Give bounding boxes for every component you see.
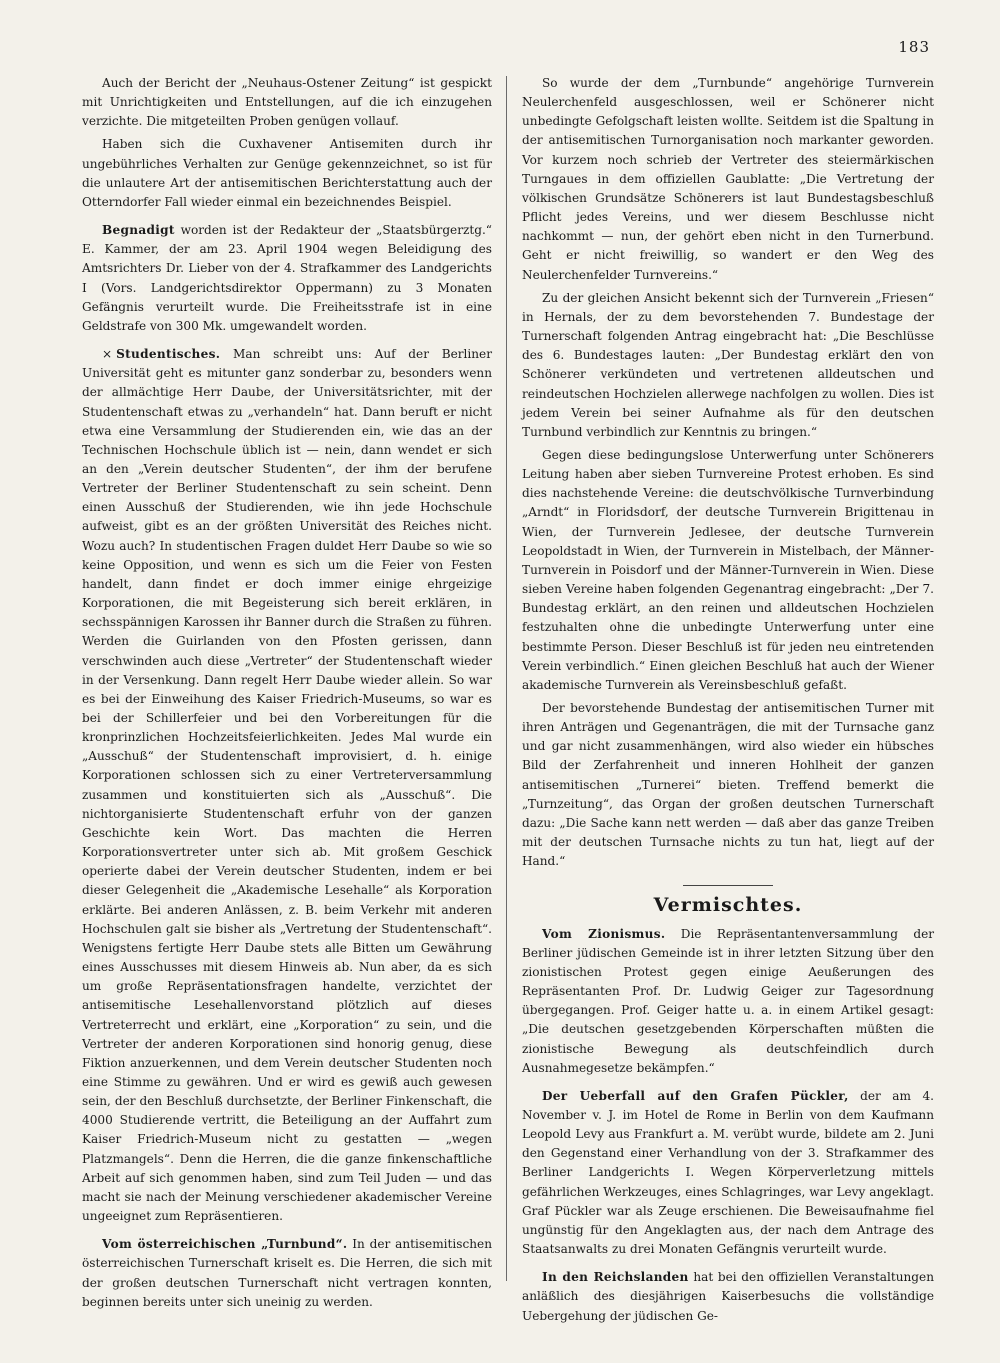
article-text: worden ist der Redakteur der „Staatsbürgerztg.“ E. Kammer, der am 23. April 1904 wegen Beleidigung des Amtsrichters Dr. Lieber von der 4. Strafkammer des Landgerichts I (Vors. Landgerichtsdirektor Oppermann) zu 3 Monaten Gefängnis verurteilt wurde. Die Freiheitsstrafe ist in eine Geldstrafe von 300 Mk. umgewandelt worden. (82, 223, 492, 333)
left-column (82, 74, 492, 1312)
section-title: Vermischtes. (653, 894, 803, 917)
article-headline: Studentisches. (116, 347, 221, 362)
article-section (82, 345, 492, 1226)
page-number: 183 (898, 38, 930, 56)
article-paragraph: Gegen diese bedingungslose Unterwerfung unter Schönerers Leitung haben aber sieben Turnvereine Protest erhoben. Es sind dies nachstehende Vereine: die deutschvölkische Turnverbindung „Arndt“ in Floridsdorf, der deutsche Turnverein Brigittenau in Wien, der Turnverein Jedlesee, der deutsche Turnverein Leopoldstadt in Wien, der Turnverein in Mistelbach, der Männer-Turnverein in Poisdorf und der Männer-Turnverein in Wien. Diese sieben Vereine haben folgenden Gegenantrag eingebracht: „Der 7. Bundestag erklärt, an den reinen und alldeutschen Hochzielen festzuhalten ohne die unbedingte Unterwerfung unter eine bestimmte Person. Dieser Beschluß ist für jeden neu eintretenden Verein verbindlich.“ Einen gleichen Beschluß hat auch der Wiener akademische Turnverein als Vereinsbeschluß gefaßt. (522, 447, 934, 692)
column-divider (506, 76, 507, 1281)
article-section (522, 1087, 934, 1259)
section-mark: × (102, 347, 113, 362)
article-paragraph: So wurde der dem „Turnbunde“ angehörige Turnverein Neulerchenfeld ausgeschlossen, weil er Schönerer nicht unbedingte Gefolgschaft leisten wollte. Seitdem ist die Spaltung in der antisemitischen Turnorganisation noch markanter geworden. Vor kurzem noch schrieb der Vertreter des steiermärkischen Turngaues in dem offiziellen Gaublatte: „Die Vertretung der völkischen Grundsätze Schönerers ist laut Bundestagsbeschluß Pflicht jedes Vereins, und wer diesem Beschlusse nicht nachkommt — nun, der gehört eben nicht in den Turnerbund. Geht er nicht freiwillig, so wandert er den Weg des Neulerchenfelder Turnvereins.“ (522, 76, 934, 282)
article-text: Die Repräsentantenversammlung der Berliner jüdischen Gemeinde ist in ihrer letzten Sitzung über den zionistischen Protest gegen einige Aeußerungen des Repräsentanten Prof. Dr. Ludwig Geiger zur Tagesordnung übergegangen. Prof. Geiger hatte u. a. in einem Artikel gesagt: „Die deutschen gesetzgebenden Körperschaften müßten die zionistische Bewegung als deutschfeindlich durch Ausnahmegesetze bekämpfen.“ (522, 926, 935, 1075)
section-rule (683, 885, 773, 886)
article-text: hat bei den offiziellen Veranstaltungen anläßlich des diesjährigen Kaiserbesuchs die vollständige Uebergehung der jüdischen Ge- (522, 1270, 934, 1323)
right-column (522, 74, 934, 1326)
article-headline: Begnadigt (102, 223, 175, 238)
article-text: In der antisemitischen österreichischen Turnerschaft kriselt es. Die Herren, die sich mit der großen deutschen Turnerschaft nicht vertragen konnten, beginnen bereits unter sich uneinig zu werden. (82, 1237, 492, 1309)
article-paragraph: Der bevorstehende Bundestag der antisemitischen Turner mit ihren Anträgen und Gegenanträgen, die mit der Turnsache ganz und gar nicht zusammenhängen, wird also wieder ein hübsches Bild der Zerfahrenheit und inneren Hohlheit der ganzen antisemitischen „Turnerei“ bieten. Treffend bemerkt die „Turnzeitung“, das Organ der großen deutschen Turnerschaft dazu: „Die Sache kann nett werden — daß aber das ganze Treiben mit der deutschen Turnsache nichts zu tun hat, liegt auf der Hand.“ (522, 701, 934, 869)
article-text: Man schreibt uns: Auf der Berliner Universität geht es mitunter ganz sonderbar zu, besonders wenn der allmächtige Herr Daube, der Universitätsrichter, mit der Studentenschaft etwas zu „verhandeln“ hat. Dann beruft er nicht etwa eine Versammlung der Studierenden ein, wie das an der Technischen Hochschule üblich ist — nein, dann wendet er sich an den „Verein deutscher Studenten“, der ihm der berufene Vertreter der Berliner Studentenschaft zu sein scheint. Denn einen Ausschuß der Studierenden, wie ihn jede Hochschule aufweist, gibt es an der größten Universität des Reiches nicht. Wozu auch? In studentischen Fragen duldet Herr Daube so wie so keine Opposition, und wenn es sich um die Feier von Festen handelt, dann findet er doch immer einige ehrgeizige Korporationen, die mit Begeisterung sich bereit erklären, in sechsspännigen Karossen ihr Banner durch die Straßen zu führen. Werden die Guirlanden von den Pfosten gerissen, dann verschwinden auch diese „Vertreter“ der Studentenschaft wieder in der Versenkung. Dann regelt Herr Daube wieder allein. So war es bei der Einweihung des Kaiser Friedrich-Museums, so war es bei der Schillerfeier und bei den Vorbereitungen für die kronprinzlichen Hochzeitsfeierlichkeiten. Jedes Mal wurde ein „Ausschuß“ der Studentenschaft improvisiert, d. h. einige Korporationen schlossen sich zu einer Vertreterversammlung zusammen und konstituierten sich als „Ausschuß“. Die nichtorganisierte Studentenschaft erfuhr von der ganzen Geschichte kein Wort. Das machten die Herren Korporationsvertreter unter sich ab. Mit großem Geschick operierte dabei der Verein deutscher Studenten, indem er bei dieser Gelegenheit die „Akademische Lesehalle“ als Korporation erklärte. Bei anderen Anlässen, z. B. beim Verkehr mit anderen Hochschulen galt sie bisher als „Vertretung der Studentenschaft“. Wenigstens fertigte Herr Daube stets alle Bitten um Gewährung eines Ausschusses mit diesem Hinweis ab. Nun aber, da es sich um große Repräsentationsfragen handelte, verzichtet der antisemitische Lesehallenvorstand plötzlich auf dieses Vertreterrecht und erklärt, eine „Korporation“ zu sein, und die Vertreter der anderen Korporationen sind honorig genug, diese Fiktion anzuerkennen, und dem Verein deutscher Studenten noch eine Stimme zu gewähren. Und er wird es gewiß auch gewesen sein, der den Beschluß durchsetzte, der Berliner Finkenschaft, die 4000 Studierende vertritt, die Beteiligung an der Auffahrt zum Kaiser Friedrich-Museum nicht zu gestatten — „wegen Platzmangels“. Denn die Herren, die die ganze finkenschaftliche Arbeit auf sich genommen haben, sind zum Teil Juden — und das macht sie nach der Meinung verschiedener akademischer Vereine ungeeignet zum Repräsentieren. (82, 347, 492, 1224)
article-section (522, 925, 934, 1078)
article-section (82, 221, 492, 336)
article-headline: Vom österreichischen „Turnbund“. (102, 1237, 348, 1252)
article-paragraph: Haben sich die Cuxhavener Antisemiten durch ihr ungebührliches Verhalten zur Genüge gekennzeichnet, so ist für die unlautere Art der antisemitischen Berichterstattung auch der Otterndorfer Fall wieder einmal ein bezeichnendes Beispiel. (82, 137, 492, 209)
article-section (522, 1268, 934, 1325)
article-section (82, 1235, 492, 1312)
article-paragraph: Auch der Bericht der „Neuhaus-Ostener Zeitung“ ist gespickt mit Unrichtigkeiten und Entstellungen, auf die ich einzugehen verzichte. Die mitgeteilten Proben genügen vollauf. (82, 76, 492, 129)
article-headline: In den Reichslanden (542, 1270, 689, 1285)
article-headline: Der Ueberfall auf den Grafen Pückler, (542, 1088, 849, 1103)
article-text: der am 4. November v. J. im Hotel de Rome in Berlin von dem Kaufmann Leopold Levy aus Frankfurt a. M. verübt wurde, bildete am 2. Juni den Gegenstand einer Verhandlung von der 3. Strafkammer des Berliner Landgerichts I. Wegen Körperverletzung mittels gefährlichen Werkzeuges, eines Schlagringes, war Levy angeklagt. Graf Pückler war als Zeuge erschienen. Die Beweisaufnahme fiel ungünstig für den Angeklagten aus, der nach dem Antrage des Staatsanwalts zu drei Monaten Gefängnis verurteilt wurde. (522, 1088, 934, 1257)
article-headline: Vom Zionismus. (542, 926, 666, 941)
article-paragraph: Zu der gleichen Ansicht bekennt sich der Turnverein „Friesen“ in Hernals, der zu dem bevorstehenden 7. Bundestage der Turnerschaft folgenden Antrag eingebracht hat: „Die Beschlüsse des 6. Bundestages lauten: „Der Bundestag erklärt den von Schönerer verkündeten und vertretenen alldeutschen und reindeutschen Hochzielen allerwege nachfolgen zu wollen. Dies ist jedem Verein bei seiner Aufnahme als für den deutschen Turnbund verbindlich zur Kenntnis zu bringen.“ (522, 290, 934, 439)
